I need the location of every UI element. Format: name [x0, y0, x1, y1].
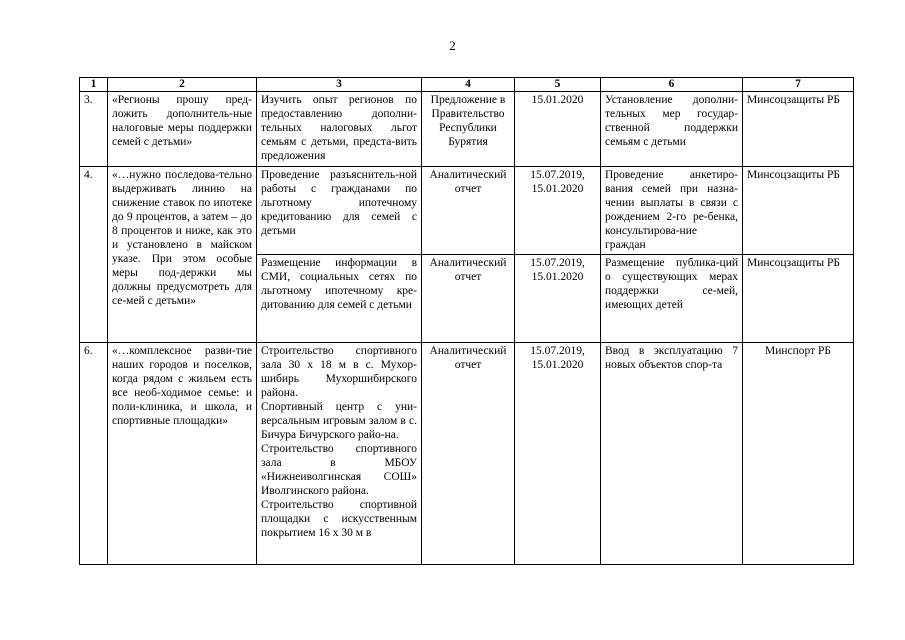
table-row [80, 167, 854, 255]
result-cell: Установление дополни-тельных мер государ-ственной поддержки семьям с детьми [601, 92, 743, 167]
report-form-cell: Аналитический отчет [422, 167, 515, 255]
header-row [80, 78, 854, 92]
executor-cell: Минсоцзащиты РБ [743, 167, 854, 255]
column-header: 2 [108, 78, 257, 92]
executor-cell: Минсоцзащиты РБ [743, 92, 854, 167]
column-header: 4 [422, 78, 515, 92]
result-cell: Размещение публика-ций о существующих мерах поддержки се-мей, имеющих детей [601, 255, 743, 343]
quote-cell: «Регионы прошу пред-ложить дополнитель-ные налоговые меры поддержки семей с детьми» [108, 92, 257, 167]
task-paragraph: Изучить опыт регионов по предоставлению дополни-тельных налоговых льгот семьям с детьми, предста-вить предложения [261, 94, 417, 162]
row-number: 3. [80, 92, 108, 167]
row-number: 4. [80, 167, 108, 343]
task-paragraph: Проведение разъяснитель-ной работы с гражданами по льготному ипотечному кредитованию для семей с детьми [261, 169, 417, 237]
column-header: 5 [515, 78, 601, 92]
task-cell [257, 255, 422, 343]
column-header: 3 [257, 78, 422, 92]
table-row [80, 343, 854, 565]
task-cell [257, 167, 422, 255]
dates-cell: 15.01.2020 [515, 92, 601, 167]
result-cell: Проведение анкетиро-вания семей при назна-чении выплаты в связи с рождением 2-го ре-бенка, консультирова-ние граждан [601, 167, 743, 255]
executor-cell: Минспорт РБ [743, 343, 854, 565]
task-cell [257, 92, 422, 167]
task-cell [257, 343, 422, 565]
column-header: 1 [80, 78, 108, 92]
dates-cell: 15.07.2019, 15.01.2020 [515, 255, 601, 343]
task-paragraph: Размещение информации в СМИ, социальных сетях по льготному ипотечному кре-дитованию для семей с детьми [261, 257, 417, 311]
measures-table [79, 77, 854, 565]
task-paragraph: Строительство спортивного зала 30 х 18 м в с. Мухор-шибирь Мухоршибирского района. [261, 345, 417, 399]
quote-cell: «…комплексное разви-тие наших городов и поселков, когда рядом с жильем есть все необ-ходимое семье: и поли-клиника, и школа, и спортивные площадки» [108, 343, 257, 565]
task-paragraph: Строительство спортивного зала в МБОУ «Нижнеиволгинская СОШ» Иволгинского района. [261, 443, 417, 497]
page-number: 2 [449, 38, 456, 53]
report-form-cell: Предложение в Правительство Республики Бурятия [422, 92, 515, 167]
dates-cell: 15.07.2019, 15.01.2020 [515, 343, 601, 565]
result-cell: Ввод в эксплуатацию 7 новых объектов спор-та [601, 343, 743, 565]
dates-cell: 15.07.2019, 15.01.2020 [515, 167, 601, 255]
task-paragraph: Строительство спортивной площадки с искусственным покрытием 16 х 30 м в [261, 499, 417, 539]
executor-cell: Минсоцзащиты РБ [743, 255, 854, 343]
column-header: 7 [743, 78, 854, 92]
table-row [80, 92, 854, 167]
column-header: 6 [601, 78, 743, 92]
report-form-cell: Аналитический отчет [422, 343, 515, 565]
report-form-cell: Аналитический отчет [422, 255, 515, 343]
task-paragraph: Спортивный центр с уни-версальным игровым залом в с. Бичура Бичурского райо-на. [261, 401, 417, 441]
row-number: 6. [80, 343, 108, 565]
quote-cell: «…нужно последова-тельно выдерживать линию на снижение ставок по ипотеке до 9 процентов, а затем – до 8 процентов и ниже, как это и установлено в майском указе. При этом особые меры под-держки мы должны предусмотреть для се-мей с детьми» [108, 167, 257, 343]
